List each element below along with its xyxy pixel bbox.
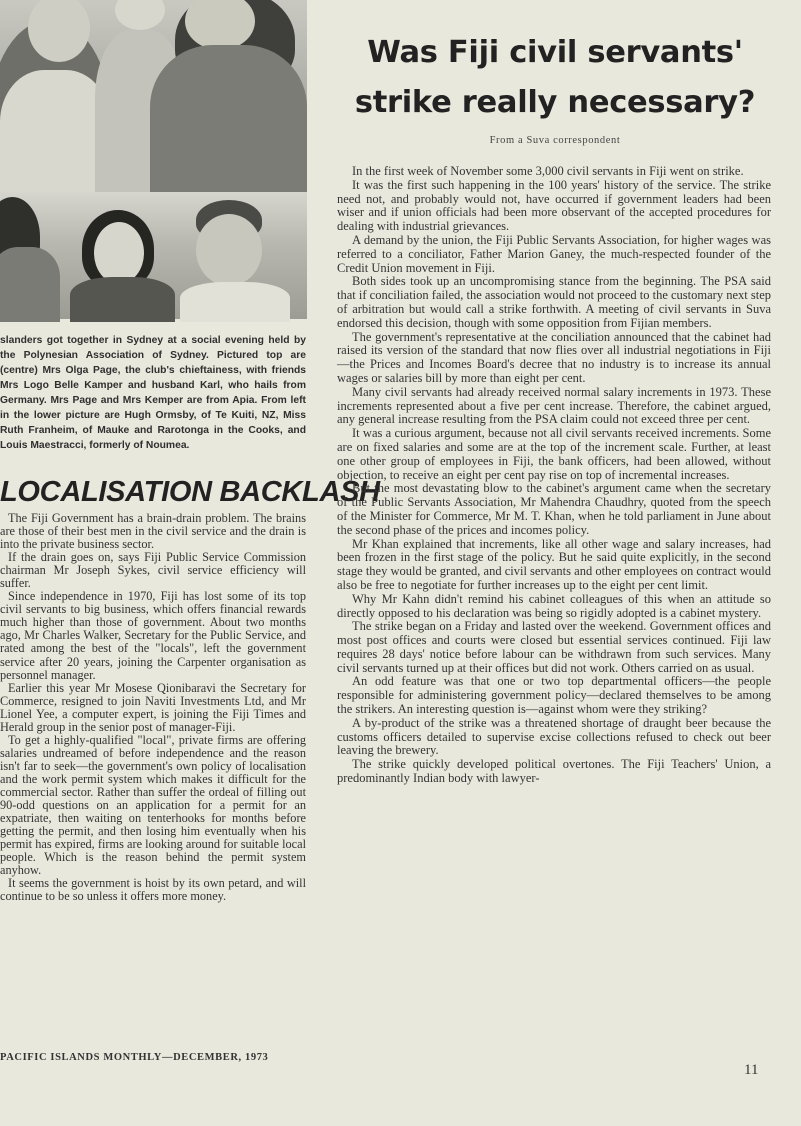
article-paragraph: The strike began on a Friday and lasted over the weekend. Government offices and most post offices and courts were closed but essential services continued. Fiji law requires 28 days' notice before labour can be withdrawn from such services. Many civil servants turned up at their offices but did not work. Others carried on as usual. — [337, 619, 771, 675]
page-number: 11 — [744, 1062, 759, 1078]
article-paragraph: An odd feature was that one or two top departmental officers—the people responsible for administering government policy—declared themselves to be among the strikers. An interesting question is—against whom were they striking? — [337, 674, 771, 717]
group-photo-bottom — [0, 192, 307, 319]
article-paragraph: It was the first such happening in the 100 years' history of the service. The strike need not, and probably would not, have occurred if government leaders had been wiser and if union officials had been more observant of the accepted procedures for dealing with industrial grievances. — [337, 177, 771, 234]
article-paragraph: Why Mr Kahn didn't remind his cabinet colleagues of this when an attitude so directly opposed to his declaration was being so rigidly adopted is a cabinet mystery. — [337, 591, 771, 620]
side-paragraph: It seems the government is hoist by its own petard, and will continue to be so unless it offers more money. — [0, 876, 306, 904]
article-paragraph: Many civil servants had already received normal salary increments in 1973. These increments represented about a five per cent increase. Therefore, the cabinet argued, any general increase resulting from the PSA claim could not exceed three per cent. — [337, 384, 771, 427]
article-paragraph: Both sides took up an uncompromising stance from the beginning. The PSA said that if conciliation failed, the association would not proceed to the customary next step of arbitration but would call a strike forthwith. A meeting of civil servants in Suva endorsed this decision, though with some opposition from Fijian members. — [337, 274, 771, 330]
article-byline: From a Suva correspondent — [489, 135, 621, 146]
side-paragraph: Earlier this year Mr Mosese Qionibaravi the Secretary for Commerce, resigned to join Naviti Investments Ltd, and Mr Lionel Yee, a computer expert, is joining the Fiji Times and Herald group in the senior post of manager-Fiji. — [0, 680, 306, 734]
article-paragraph: But the most devastating blow to the cabinet's argument came when the secretary of the Public Servants Association, Mr Mahendra Chaudhry, quoted from the speech of the Minister for Commerce, Mr M. T. Khan, when he told parliament in June about the second phase of the prices and incomes policy. — [337, 481, 771, 537]
magazine-footer: PACIFIC ISLANDS MONTHLY—DECEMBER, 1973 — [0, 1052, 269, 1063]
article-paragraph: A by-product of the strike was a threatened shortage of draught beer because the customs officers detailed to supervise excise collections refused to check out beer leaving the brewery. — [337, 715, 771, 758]
article-paragraph: The government's representative at the conciliation announced that the cabinet had raised its version of the standard that now flies over all industrial negotiations in Fiji—the Prices and Incomes Board's decree that no industry is to increase its annual wages or salaries bill by more than eight per cent. — [337, 329, 771, 385]
side-paragraph: Since independence in 1970, Fiji has lost some of its top civil servants to big business, which offers financial rewards much higher than those of government. About two months ago, Mr Charles Walker, Secretary for the Public Service, and rated among the best of the "locals", left the government service after 20 years, joining the Carpenter organisation as personnel manager. — [0, 589, 306, 682]
article-body — [337, 165, 771, 786]
article-paragraph: In the first week of November some 3,000 civil servants in Fiji went on strike. — [352, 164, 744, 178]
article-paragraph: The strike quickly developed political overtones. The Fiji Teachers' Union, a predominantly Indian body with lawyer- — [337, 757, 771, 786]
article-headline: Was Fiji civil servants' strike really necessary? — [354, 35, 756, 120]
article-paragraph: A demand by the union, the Fiji Public Servants Association, for higher wages was referred to a conciliator, Father Marion Ganey, the much-respected founder of the Credit Union movement in Fiji. — [337, 232, 771, 275]
side-article-heading: LOCALISATION BACKLASH — [0, 476, 380, 508]
side-paragraph: If the drain goes on, says Fiji Public Service Commission chairman Mr Joseph Sykes, civil service efficiency will suffer. — [0, 550, 306, 591]
group-photo-top — [0, 0, 307, 192]
photo-caption: slanders got together in Sydney at a social evening held by the Polynesian Association of Sydney. Pictured top are (centre) Mrs Olga Page, the club's chieftainess, with friends Mrs Logo Belle Kamper and husband Karl, who hails from Germany. Mrs Page and Mrs Kemper are from Apia. From left in the lower picture are Hugh Ormsby, of Te Kuiti, NZ, Miss Ruth Franheim, of Mauke and Rarotonga in the Cooks, and Louis Maestracci, formerly of Noumea. — [0, 335, 306, 451]
side-paragraph: The Fiji Government has a brain-drain problem. The brains are those of their best men in the civil service and the drain is into the private business sector. — [0, 511, 306, 552]
article-paragraph: It was a curious argument, because not all civil servants received increments. Some are on fixed salaries and some are at the top of the increment scale. Further, at least one other group of employees in Fiji, the bank officers, had been allowed, without objection, to receive an eight per cent pay rise on top of incremental increases. — [337, 426, 771, 482]
article-paragraph: Mr Khan explained that increments, like all other wage and salary increases, had been frozen in the first stage of the policy. But he said quite explicitly, in the second stage they would be granted, and civil servants and other employees on contract would also be free to negotiate for further increases up to the eight per cent limit. — [337, 536, 771, 592]
side-paragraph: To get a highly-qualified "local", private firms are offering salaries undreamed of before independence and the reason isn't far to seek—the government's own policy of localisation and the work permit system which makes it difficult for the commercial sector. Rather than suffer the ordeal of filling out 90-odd questions on an application for a permit for an expatriate, then waiting on tenterhooks for months before getting the permit, and then losing him eventually when his permit has expired, firms are looking around for suitable local people. Which is the reason behind the permit system anyhow. — [0, 732, 306, 878]
side-article-body — [0, 512, 306, 903]
